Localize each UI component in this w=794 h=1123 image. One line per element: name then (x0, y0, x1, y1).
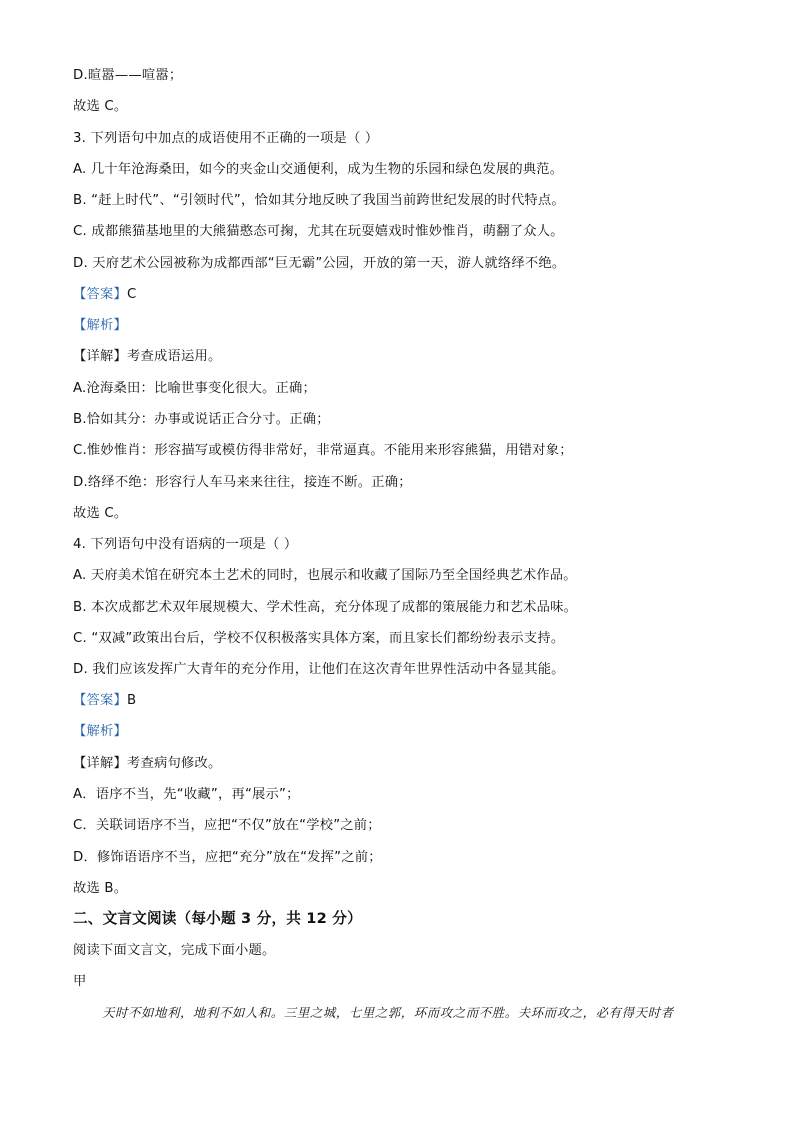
detail-text: 考查成语运用。 (127, 349, 222, 364)
question-3-option-c: C. 成都熊猫基地里的大熊猫憨态可掬，尤其在玩耍嬉戏时惟妙惟肖，萌翻了众人。 (73, 224, 564, 239)
answer-line (73, 286, 137, 304)
analysis-line (73, 723, 127, 741)
question-4-option-b: B. 本次成都艺术双年展规模大、学术性高，充分体现了成都的策展能力和艺术品味。 (73, 600, 578, 615)
explanation-d: D.络绎不绝：形容行人车马来来往往，接连不断。正确； (73, 475, 412, 490)
explanation-c: C.惟妙惟肖：形容描写或模仿得非常好，非常逼真。不能用来形容熊猫，用错对象； (73, 443, 573, 458)
section-heading: 二、文言文阅读（每小题 3 分，共 12 分） (73, 910, 362, 927)
explanation-b: B.恰如其分：办事或说话正合分寸。正确； (73, 412, 330, 427)
question-3-option-a: A. 几十年沧海桑田，如今的夹金山交通便利，成为生物的乐园和绿色发展的典范。 (73, 162, 564, 177)
question-4-stem: 4. 下列语句中没有语病的一项是（ ） (73, 537, 298, 552)
detail-line (73, 755, 221, 773)
detail-tag: 【详解】 (73, 349, 127, 364)
classical-passage-line: 天时不如地利，地利不如人和。三里之城，七里之郭，环而攻之而不胜。夫环而攻之，必有得天时者 (102, 1005, 674, 1020)
question-3-option-d: D. 天府艺术公园被称为成都西部“巨无霸”公园，开放的第一天，游人就络绎不绝。 (73, 256, 566, 271)
conclusion-line: 故选 C。 (73, 506, 128, 521)
answer-tag: 【答案】 (73, 287, 127, 302)
conclusion-line: 故选 C。 (73, 99, 128, 114)
answer-option-d-line: D.暄嚣——喧嚣； (73, 68, 183, 83)
detail-text: 考查病句修改。 (127, 756, 222, 771)
detail-line (73, 348, 221, 366)
analysis-tag: 【解析】 (73, 724, 127, 739)
question-4-option-d: D. 我们应该发挥广大青年的充分作用，让他们在这次青年世界性活动中各显其能。 (73, 662, 565, 677)
reading-instruction: 阅读下面文言文，完成下面小题。 (73, 943, 276, 958)
explanation-d: D．修饰语语序不当，应把“充分”放在“发挥”之前； (73, 850, 382, 865)
analysis-tag: 【解析】 (73, 318, 127, 333)
detail-tag: 【详解】 (73, 756, 127, 771)
question-4-option-a: A. 天府美术馆在研究本土艺术的同时，也展示和收藏了国际乃至全国经典艺术作品。 (73, 568, 577, 583)
explanation-a: A.沧海桑田：比喻世事变化很大。正确； (73, 381, 316, 396)
question-4-option-c: C. “双减”政策出台后，学校不仅积极落实具体方案，而且家长们都纷纷表示支持。 (73, 631, 565, 646)
answer-value: B (127, 693, 137, 708)
answer-tag: 【答案】 (73, 693, 127, 708)
question-3-stem: 3. 下列语句中加点的成语使用不正确的一项是（ ） (73, 131, 379, 146)
analysis-line (73, 317, 127, 335)
answer-line (73, 692, 136, 710)
conclusion-line: 故选 B。 (73, 881, 128, 896)
passage-label: 甲 (73, 974, 87, 989)
explanation-a: A．语序不当，先“收藏”，再“展示”； (73, 787, 300, 802)
explanation-c: C．关联词语序不当，应把“不仅”放在“学校”之前； (73, 818, 381, 833)
answer-value: C (127, 287, 137, 302)
question-3-option-b: B. “赶上时代”、“引领时代”，恰如其分地反映了我国当前跨世纪发展的时代特点。 (73, 193, 565, 208)
